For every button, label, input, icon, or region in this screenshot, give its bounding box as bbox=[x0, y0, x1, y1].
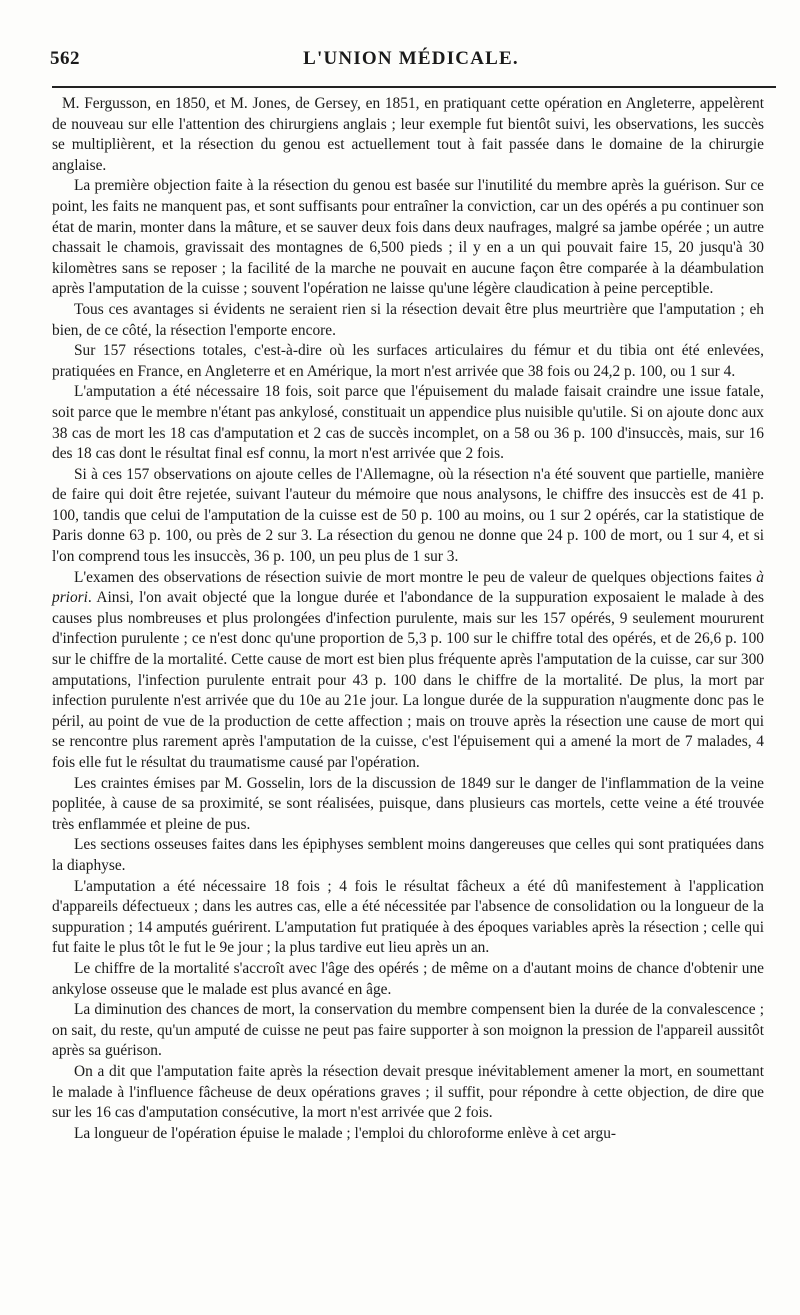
header-rule bbox=[52, 86, 776, 88]
paragraph-7 bbox=[52, 568, 764, 774]
paragraph-1: M. Fergusson, en 1850, et M. Jones, de Gersey, en 1851, en pratiquant cette opération en Angleterre, appelèrent de nouveau sur elle l'attention des chirurgiens anglais ; leur exemple fut bientôt suivi, les observations, les succès se multiplièrent, et la résection du genou est actuellement tout à fait passée dans le domaine de la chirurgie anglaise. bbox=[52, 95, 764, 174]
paragraph-10: L'amputation a été nécessaire 18 fois ; 4 fois le résultat fâcheux a été dû manifestement à l'application d'appareils défectueux ; dans les autres cas, elle a été nécessitée par l'absence de consolidation ou la longueur de la suppuration ; 14 amputés guérirent. L'amputation fut pratiquée à des époques variables après la résection ; celle qui fut faite le plus tôt le fut le 9e jour ; la plus tardive eut lieu après un an. bbox=[52, 877, 764, 957]
body-text bbox=[52, 94, 764, 1144]
paragraph-8: Les craintes émises par M. Gosselin, lors de la discussion de 1849 sur le danger de l'inflammation de la veine poplitée, à cause de sa proximité, se sont réalisées, puisque, dans plusieurs cas mortels, cette veine a été trouvée très enflammée et pleine de pus. bbox=[52, 774, 764, 833]
paragraph-11: Le chiffre de la mortalité s'accroît avec l'âge des opérés ; de même on a d'autant moins de chance d'obtenir une ankylose osseuse que le malade est plus avancé en âge. bbox=[52, 959, 764, 998]
paragraph-3: Tous ces avantages si évidents ne seraient rien si la résection devait être plus meurtrière que l'amputation ; eh bien, de ce côté, la résection l'emporte encore. bbox=[52, 300, 764, 339]
paragraph-4: Sur 157 résections totales, c'est-à-dire où les surfaces articulaires du fémur et du tibia ont été enlevées, pratiquées en France, en Angleterre et en Amérique, la mort n'est arrivée que 38 fois ou 24,2 p. 100, ou 1 sur 4. bbox=[52, 342, 764, 380]
paragraph-13: On a dit que l'amputation faite après la résection devait presque inévitablement amener la mort, en soumettant le malade à l'influence fâcheuse de deux opérations graves ; il suffit, pour répondre à cette objection, de dire que sur les 16 cas d'amputation consécutive, la mort n'est arrivée que 2 fois. bbox=[52, 1062, 764, 1122]
paragraph-5: L'amputation a été nécessaire 18 fois, soit parce que l'épuisement du malade faisait craindre une issue fatale, soit parce que le membre n'étant pas ankylosé, constituait un appendice plus nuisible qu'utile. Si on ajoute donc aux 38 cas de mort les 18 cas d'amputation et 2 cas de succès incomplet, on a 58 ou 36 p. 100 d'insuccès, mais, sur 16 des 18 cas dont le résultat final esf connu, la mort n'est arrivée que 2 fois. bbox=[52, 383, 764, 463]
page-number: 562 bbox=[50, 48, 80, 69]
italic-phrase: à priori bbox=[52, 568, 764, 607]
paragraph-7-start: L'examen des observations de résection suivie de mort montre le peu de valeur de quelques objections faites bbox=[74, 568, 757, 586]
running-head: L'UNION MÉDICALE. bbox=[303, 48, 519, 69]
paragraph-9: Les sections osseuses faites dans les épiphyses semblent moins dangereuses que celles qui sont pratiquées dans la diaphyse. bbox=[52, 836, 764, 874]
paragraph-7-rest: . Ainsi, l'on avait objecté que la longue durée et l'abondance de la suppuration exposaient le malade à des causes plus nombreuses et plus prolongées d'infection purulente, mais sur les 157 opérés, 9 seulement moururent d'infection purulente ; ce n'est donc qu'une proportion de 5,3 p. 100 sur le chiffre total des opérés, et de 26,6 p. 100 sur le chiffre de la mortalité. Cette cause de mort est bien plus fréquente après l'amputation de la cuisse, car sur 300 amputations, l'infection purulente entrait pour 43 p. 100 dans le chiffre de la mortalité. De plus, la mort par infection purulente n'est arrivée que du 10e au 21e jour. La longue durée de la suppuration n'augmente donc pas le péril, au point de vue de la production de cette affection ; mais on trouve après la résection une cause de mort qui se rencontre plus rarement après l'amputation de la cuisse, c'est l'épuisement qui a amené la mort de 7 malades, 4 fois elle fut le résultat du traumatisme causé par l'opération. bbox=[52, 589, 764, 771]
paragraph-14: La longueur de l'opération épuise le malade ; l'emploi du chloroforme enlève à cet argu- bbox=[74, 1124, 617, 1142]
page-header bbox=[50, 48, 772, 74]
paragraph-2: La première objection faite à la résection du genou est basée sur l'inutilité du membre après la guérison. Sur ce point, les faits ne manquent pas, et sont suffisants pour entraîner la conviction, car un des opérés a pu continuer son état de marin, monter dans la mâture, et se sauver deux fois dans deux naufrages, malgré sa jambe opérée ; un autre chassait le chamois, gravissait des montagnes de 6,500 pieds ; il y en a un qui pouvait faire 15, 20 jusqu'à 30 kilomètres sans se reposer ; la facilité de la marche ne pouvait en aucune façon être comparée à la déambulation après l'amputation de la cuisse ; souvent l'opération ne laisse qu'une légère claudication à peine perceptible. bbox=[52, 177, 764, 298]
paragraph-12: La diminution des chances de mort, la conservation du membre compensent bien la durée de la convalescence ; on sait, du reste, qu'un amputé de cuisse ne peut pas faire supporter à son moignon la pression de l'appareil aussitôt après sa guérison. bbox=[52, 1001, 764, 1060]
paragraph-6: Si à ces 157 observations on ajoute celles de l'Allemagne, où la résection n'a été souvent que partielle, manière de faire qui doit être rejetée, suivant l'auteur du mémoire que nous analysons, le chiffre des insuccès est de 41 p. 100, tandis que celui de l'amputation de la cuisse est de 50 p. 100 au moins, ou 1 sur 2 opérés, car la statistique de Paris donne 63 p. 100, ou près de 2 sur 3. La résection du genou ne donne que 24 p. 100 de mort, ou 1 sur 4, et si l'on comprend tous les insuccès, 36 p. 100, un peu plus de 1 sur 3. bbox=[52, 465, 764, 566]
